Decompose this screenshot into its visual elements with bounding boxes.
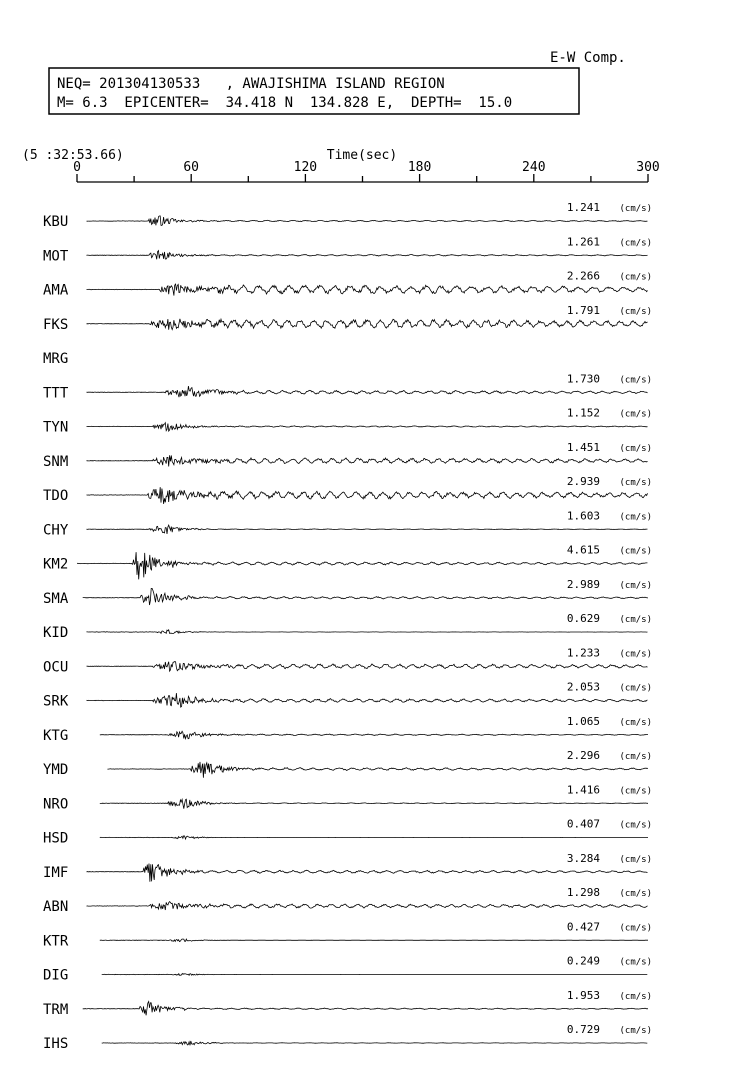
station-row-ymd [43,749,652,778]
station-label: AMA [43,282,69,299]
peak-amplitude: 2.989 [566,577,600,591]
peak-amplitude: 1.730 [566,372,600,386]
station-label: IHS [43,1036,69,1052]
amplitude-unit: (cm/s) [619,272,652,283]
station-label: TYN [43,419,69,436]
amplitude-unit: (cm/s) [619,238,652,249]
station-row-chy [43,509,652,538]
station-row-fks [43,304,652,333]
amplitude-unit: (cm/s) [619,478,652,488]
station-label: YMD [43,762,69,778]
peak-amplitude: 2.053 [566,680,600,694]
station-label: TDO [43,488,69,504]
peak-amplitude: 0.249 [566,954,600,968]
waveform-trace [87,319,648,330]
station-row-ktg [43,715,652,744]
peak-amplitude: 0.407 [566,817,600,831]
station-label: SNM [43,453,69,470]
peak-amplitude: 1.953 [566,988,600,1002]
epicenter-line: M= 6.3 EPICENTER= 34.418 N 134.828 E, DEPTH= 15.0 [57,95,513,111]
peak-amplitude: 1.791 [566,303,600,317]
peak-amplitude: 1.152 [566,406,600,420]
peak-amplitude: 1.241 [566,201,600,214]
x-axis-label: Time(sec) [326,148,398,163]
station-row-dig [43,955,652,984]
amplitude-unit: (cm/s) [619,957,652,968]
amplitude-unit: (cm/s) [619,820,652,831]
x-tick-label: 240 [522,160,546,175]
peak-amplitude: 1.416 [566,783,600,797]
station-label: FKS [43,316,69,333]
time-axis [73,160,660,182]
station-label: KTG [43,727,69,744]
station-row-kbu [43,201,652,230]
amplitude-unit: (cm/s) [619,889,652,899]
x-tick-label: 0 [73,160,81,175]
start-time-label: (5 :32:53.66) [22,148,124,163]
peak-amplitude: 1.233 [566,646,600,660]
waveform-trace [83,1002,648,1016]
amplitude-unit: (cm/s) [619,615,652,625]
waveform-trace [87,251,648,260]
peak-amplitude: 2.266 [566,269,600,283]
station-row-sma [43,578,652,607]
amplitude-unit: (cm/s) [619,923,652,934]
waveform-trace [87,423,648,431]
station-row-srk [43,681,652,710]
waveform-trace [87,864,648,882]
station-label: MRG [43,351,69,367]
peak-amplitude: 3.284 [566,851,600,865]
station-label: KID [43,625,69,641]
x-tick-label: 120 [293,160,318,175]
peak-amplitude: 1.298 [566,886,600,899]
waveform-trace [87,902,648,910]
waveform-trace [87,455,648,466]
waveform-trace [87,487,648,504]
station-row-mrg [43,351,68,367]
event-id-line: NEQ= 201304130533 , AWAJISHIMA ISLAND REGION [57,76,445,92]
amplitude-unit: (cm/s) [619,1026,652,1036]
peak-amplitude: 1.065 [566,714,600,728]
amplitude-unit: (cm/s) [619,204,652,214]
peak-amplitude: 1.261 [566,235,600,249]
waveform-trace [102,1041,648,1045]
peak-amplitude: 0.427 [566,920,600,934]
station-label: TRM [43,1001,69,1018]
station-label: SRK [43,693,69,710]
station-label: OCU [43,659,69,676]
station-row-km2 [43,544,652,580]
amplitude-unit: (cm/s) [619,375,652,386]
station-row-ocu [43,646,652,675]
amplitude-unit: (cm/s) [619,649,652,660]
station-row-tdo [43,475,652,504]
peak-amplitude: 2.939 [566,475,600,488]
component-label: E-W Comp. [550,50,626,66]
waveform-trace [87,525,648,534]
amplitude-unit: (cm/s) [619,546,652,557]
waveform-trace [83,588,648,605]
waveform-trace [100,836,648,839]
station-row-ihs [43,1023,652,1052]
waveform-trace [100,731,648,738]
station-row-kid [43,612,652,641]
amplitude-unit: (cm/s) [619,786,652,797]
station-row-mot [43,235,652,264]
peak-amplitude: 4.615 [566,543,600,557]
station-label: KTR [43,933,69,950]
waveform-trace [87,216,648,226]
waveform-trace [100,939,648,942]
amplitude-unit: (cm/s) [619,580,652,591]
station-label: ABN [43,899,69,915]
amplitude-unit: (cm/s) [619,991,652,1002]
amplitude-unit: (cm/s) [619,443,652,454]
station-label: MOT [43,248,69,265]
amplitude-unit: (cm/s) [619,854,652,865]
amplitude-unit: (cm/s) [619,512,652,523]
x-tick-label: 60 [183,160,200,175]
amplitude-unit: (cm/s) [619,306,652,317]
station-row-trm [43,989,652,1018]
station-row-imf [43,852,652,882]
station-row-ktr [43,920,652,949]
amplitude-unit: (cm/s) [619,409,652,420]
waveform-trace [87,386,648,397]
station-label: TTT [43,385,69,402]
peak-amplitude: 0.629 [566,612,600,625]
station-label: KM2 [43,556,69,573]
waveform-trace [87,662,648,672]
waveform-trace [108,762,648,778]
station-label: SMA [43,590,69,607]
amplitude-unit: (cm/s) [619,752,652,762]
waveform-trace [102,974,648,976]
waveform-trace [87,630,648,634]
amplitude-unit: (cm/s) [619,717,652,728]
station-row-snm [43,441,652,470]
station-label: CHY [43,522,69,539]
peak-amplitude: 1.603 [566,509,600,523]
peak-amplitude: 1.451 [566,440,600,454]
station-label: IMF [43,864,69,881]
x-tick-label: 300 [636,160,660,175]
station-row-nro [43,783,652,812]
station-row-tyn [43,407,652,436]
waveform-trace [77,552,647,579]
waveform-trace [87,693,648,707]
waveform-trace [87,284,648,296]
amplitude-unit: (cm/s) [619,683,652,694]
station-traces [43,201,652,1052]
station-row-abn [43,886,652,915]
waveform-trace [100,799,648,809]
peak-amplitude: 0.729 [566,1023,600,1036]
station-row-ama [43,270,652,299]
station-row-hsd [43,818,652,847]
peak-amplitude: 2.296 [566,749,600,762]
station-label: DIG [43,967,69,984]
station-label: HSD [43,830,69,847]
station-label: KBU [43,214,69,230]
station-row-ttt [43,372,652,401]
station-label: NRO [43,796,69,813]
x-tick-label: 180 [407,160,432,175]
